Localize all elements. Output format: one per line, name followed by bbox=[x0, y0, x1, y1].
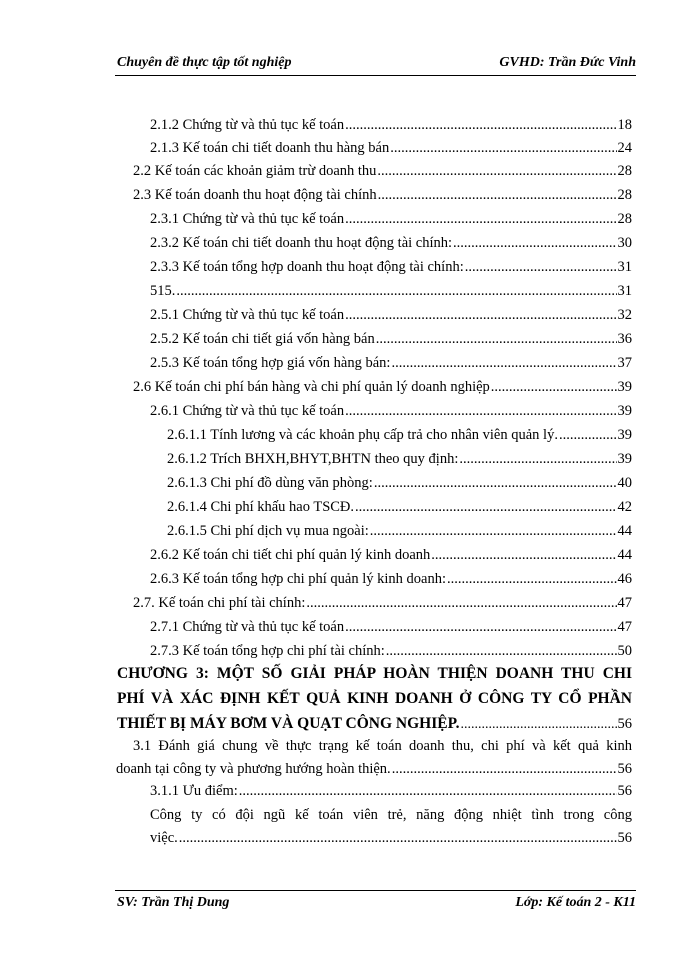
leader-dots bbox=[461, 712, 617, 737]
leader-dots bbox=[345, 114, 616, 136]
header-rule bbox=[115, 75, 636, 76]
toc-page-number: 39 bbox=[617, 379, 632, 395]
toc-page-number: 39 bbox=[617, 427, 632, 443]
leader-dots bbox=[391, 352, 616, 374]
leader-dots bbox=[465, 256, 617, 278]
toc-entry[interactable]: 2.7. Kế toán chi phí tài chính: ..... 47 bbox=[133, 592, 632, 614]
toc-page-number: 39 bbox=[617, 403, 632, 419]
toc-entry[interactable]: 3.1.1 Ưu điểm: ..... 56 bbox=[150, 780, 632, 802]
page-header bbox=[117, 55, 636, 75]
leader-dots bbox=[306, 592, 616, 614]
toc-entry[interactable]: 2.3.3 Kế toán tổng hợp doanh thu hoạt động tài chính: ..... 31 bbox=[150, 256, 632, 278]
section-line-1: 3.1 Đánh giá chung về thực trạng kế toán doanh thu, chi phí và kết quả kinh bbox=[133, 738, 632, 754]
chapter-line-1: CHƯƠNG 3: MỘT SỐ GIẢI PHÁP HOÀN THIỆN DOANH THU CHI bbox=[117, 665, 632, 682]
leader-dots bbox=[239, 780, 617, 802]
toc-entry[interactable]: 2.6.1.3 Chi phí đồ dùng văn phòng: ..... 40 bbox=[167, 472, 632, 494]
toc-entry[interactable]: 2.3.1 Chứng từ và thủ tục kế toán ..... 28 bbox=[150, 208, 632, 230]
toc-entry[interactable]: 2.6.1.1 Tính lương và các khoản phụ cấp trả cho nhân viên quản lý. ..... 39 bbox=[167, 424, 632, 446]
leader-dots bbox=[355, 496, 616, 518]
leader-dots bbox=[431, 544, 616, 566]
toc-entry[interactable]: 2.6.2 Kế toán chi tiết chi phí quản lý kinh doanh ..... 44 bbox=[150, 544, 632, 566]
toc-entry[interactable]: 2.5.3 Kế toán tổng hợp giá vốn hàng bán: ..... 37 bbox=[150, 352, 632, 374]
toc-page-number: 37 bbox=[617, 355, 632, 371]
leader-dots bbox=[386, 640, 617, 662]
leader-dots bbox=[378, 184, 617, 206]
toc-page-number: 56 bbox=[617, 830, 632, 846]
toc-page-number: 36 bbox=[617, 331, 632, 347]
toc-page-number: 46 bbox=[617, 571, 632, 587]
leader-dots bbox=[374, 472, 617, 494]
toc-entry[interactable]: 2.6.1.5 Chi phí dịch vụ mua ngoài: ..... 44 bbox=[167, 520, 632, 542]
toc-page-number: 56 bbox=[617, 761, 632, 777]
toc-page-number: 31 bbox=[617, 259, 632, 275]
leader-dots bbox=[559, 424, 617, 446]
toc-entry[interactable]: 2.5.2 Kế toán chi tiết giá vốn hàng bán ..... 36 bbox=[150, 328, 632, 350]
footer-class: Lớp: Kế toán 2 - K11 bbox=[515, 895, 636, 910]
leader-dots bbox=[345, 400, 616, 422]
toc-subentry-advantage[interactable] bbox=[150, 804, 632, 850]
toc-entry[interactable]: 2.1.2 Chứng từ và thủ tục kế toán ..... 18 bbox=[150, 114, 632, 136]
leader-dots bbox=[345, 616, 616, 638]
toc-entry[interactable]: 2.6.1.4 Chi phí khấu hao TSCĐ. ..... 42 bbox=[167, 496, 632, 518]
leader-dots bbox=[459, 448, 616, 470]
toc-entry[interactable]: 2.2 Kế toán các khoản giảm trừ doanh thu ..... 28 bbox=[133, 160, 632, 182]
leader-dots bbox=[453, 232, 616, 254]
chapter-line-3: THIẾT BỊ MÁY BƠM VÀ QUẠT CÔNG NGHIỆP. ..... 56 bbox=[117, 711, 632, 737]
leader-dots bbox=[447, 568, 616, 590]
toc-page-number: 30 bbox=[617, 235, 632, 251]
toc-page-number: 32 bbox=[617, 307, 632, 323]
leader-dots bbox=[345, 208, 616, 230]
toc-entry[interactable]: 2.7.1 Chứng từ và thủ tục kế toán ..... 47 bbox=[150, 616, 632, 638]
toc-entry[interactable]: 515. ..... 31 bbox=[150, 280, 632, 302]
toc-page-number: 47 bbox=[617, 619, 632, 635]
toc-entry[interactable]: 2.5.1 Chứng từ và thủ tục kế toán ..... 32 bbox=[150, 304, 632, 326]
footer-student: SV: Trần Thị Dung bbox=[117, 895, 230, 910]
header-supervisor: GVHD: Trần Đức Vinh bbox=[499, 55, 636, 70]
leader-dots bbox=[392, 758, 617, 781]
page-footer bbox=[117, 895, 636, 915]
footer-rule bbox=[115, 890, 636, 891]
toc-page-number: 56 bbox=[617, 716, 632, 732]
toc-chapter-3[interactable] bbox=[117, 661, 632, 737]
toc-entry[interactable]: 2.7.3 Kế toán tổng hợp chi phí tài chính: ..... 50 bbox=[150, 640, 632, 662]
leader-dots bbox=[376, 328, 617, 350]
toc-page-number: 18 bbox=[617, 117, 632, 133]
leader-dots bbox=[390, 137, 616, 159]
leader-dots bbox=[370, 520, 617, 542]
toc-page-number: 44 bbox=[617, 547, 632, 563]
toc-entry[interactable]: 2.6.3 Kế toán tổng hợp chi phí quản lý kinh doanh: ..... 46 bbox=[150, 568, 632, 590]
toc-entry[interactable]: 2.6 Kế toán chi phí bán hàng và chi phí quản lý doanh nghiệp ..... 39 bbox=[133, 376, 632, 398]
leader-dots bbox=[179, 827, 617, 850]
leader-dots bbox=[491, 376, 617, 398]
toc-page-number: 28 bbox=[617, 187, 632, 203]
toc-section-3-1[interactable] bbox=[116, 735, 632, 781]
toc-page-number: 50 bbox=[617, 643, 632, 659]
para-line-2: việc. ..... 56 bbox=[150, 827, 632, 850]
toc-entry[interactable]: 2.6.1.2 Trích BHXH,BHYT,BHTN theo quy định: ..... 39 bbox=[167, 448, 632, 470]
toc-page-number: 47 bbox=[617, 595, 632, 611]
toc-page-number: 42 bbox=[617, 499, 632, 515]
toc-page-number: 44 bbox=[617, 523, 632, 539]
toc-page-number: 40 bbox=[617, 475, 632, 491]
toc-page-number: 56 bbox=[617, 783, 632, 799]
leader-dots bbox=[345, 304, 616, 326]
leader-dots bbox=[176, 280, 616, 302]
toc-entry[interactable]: 2.3 Kế toán doanh thu hoạt động tài chính ..... 28 bbox=[133, 184, 632, 206]
para-line-1: Công ty có đội ngũ kế toán viên trẻ, năng động nhiệt tình trong công bbox=[150, 807, 632, 823]
toc-page-number: 28 bbox=[617, 211, 632, 227]
leader-dots bbox=[377, 160, 616, 182]
toc-entry[interactable]: 2.3.2 Kế toán chi tiết doanh thu hoạt động tài chính: ..... 30 bbox=[150, 232, 632, 254]
toc-entry[interactable]: 2.1.3 Kế toán chi tiết doanh thu hàng bán ..... 24 bbox=[150, 137, 632, 159]
toc-entry[interactable]: 2.6.1 Chứng từ và thủ tục kế toán ..... 39 bbox=[150, 400, 632, 422]
header-document-title: Chuyên đề thực tập tốt nghiệp bbox=[117, 55, 292, 70]
toc-page-number: 39 bbox=[617, 451, 632, 467]
section-line-2: doanh tại công ty và phương hướng hoàn thiện. ..... 56 bbox=[116, 758, 632, 781]
toc-page-number: 31 bbox=[617, 283, 632, 299]
toc-page-number: 24 bbox=[617, 140, 632, 156]
toc-page-number: 28 bbox=[617, 163, 632, 179]
chapter-line-2: PHÍ VÀ XÁC ĐỊNH KẾT QUẢ KINH DOANH Ở CÔNG TY CỔ PHẦN bbox=[117, 690, 632, 707]
